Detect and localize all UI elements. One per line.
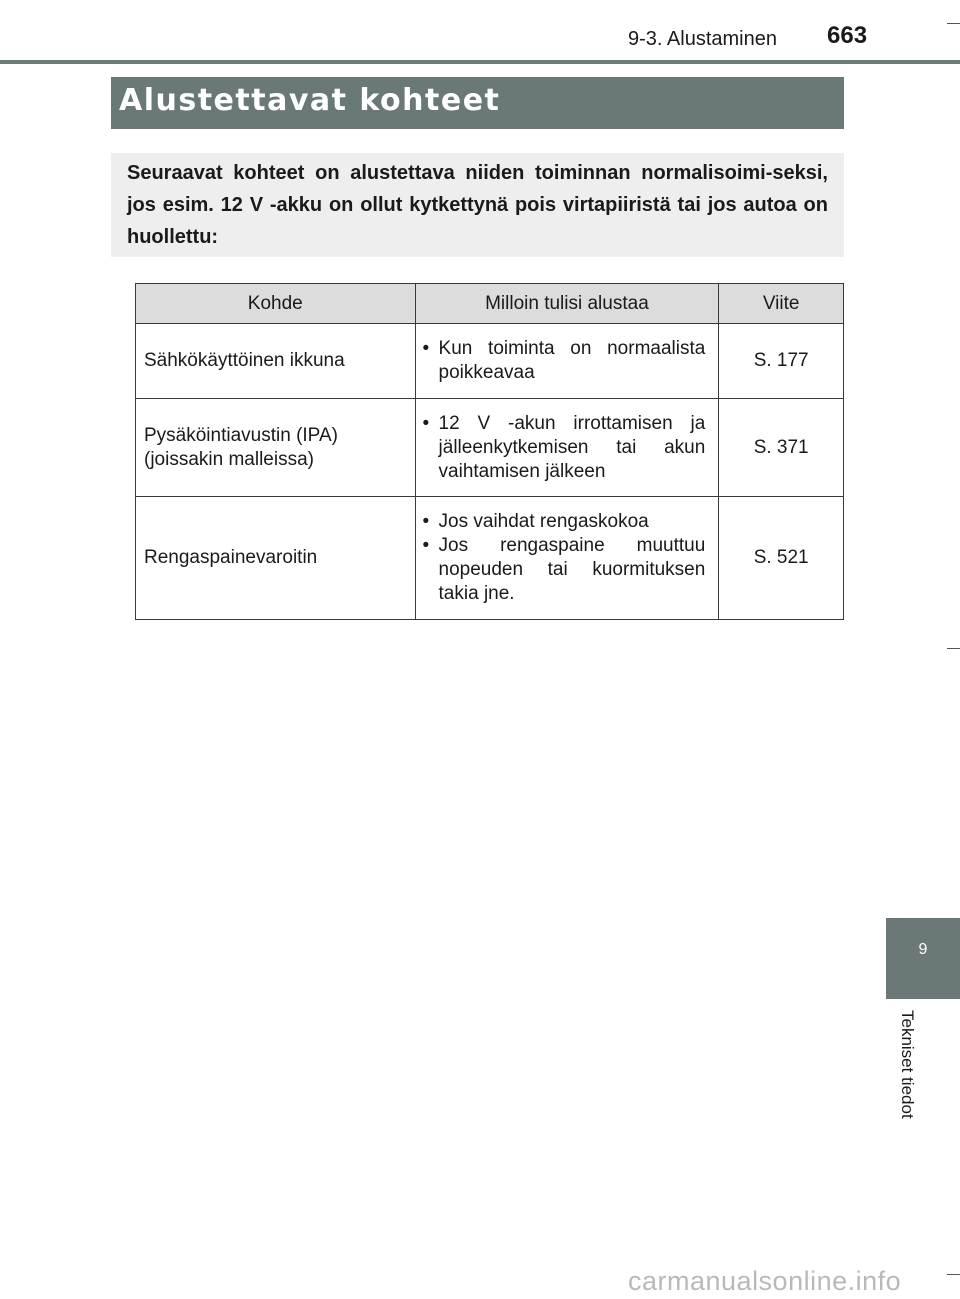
condition-item: • Kun toiminta on normaalista poikkeavaa [422,337,706,385]
table-row [136,497,844,620]
column-header-item: Kohde [136,284,416,324]
header-divider [0,60,960,64]
section-title: Alustettavat kohteet [111,77,844,129]
reference-cell: S. 521 [719,497,844,620]
when-cell [415,497,719,620]
table-header-row [136,284,844,324]
reference-cell: S. 177 [719,324,844,399]
item-cell: Pysäköintiavustin (IPA) (joissakin malleissa) [136,399,416,497]
crop-mark-bottom [947,1274,960,1275]
column-header-when: Milloin tulisi alustaa [415,284,719,324]
when-cell [415,399,719,497]
condition-item: • Jos vaihdat rengaskokoa [422,510,706,534]
table-row [136,324,844,399]
reset-items-table [135,283,844,620]
table-row [136,399,844,497]
item-cell: Sähkökäyttöinen ikkuna [136,324,416,399]
condition-list [422,337,706,385]
page-number: 663 [827,22,868,49]
intro-paragraph: Seuraavat kohteet on alustettava niiden toiminnan normalisoimi-seksi, jos esim. 12 V -akku on ollut kytkettynä pois virtapiiristä tai jos autoa on huollettu: [111,153,844,257]
condition-item: • 12 V -akun irrottamisen ja jälleenkytkemisen tai akun vaihtamisen jälkeen [422,412,706,484]
watermark: carmanualsonline.info [628,1266,902,1296]
condition-list [422,412,706,484]
condition-list [422,510,706,606]
chapter-tab-label: Tekniset tiedot [898,1010,917,1119]
reference-cell: S. 371 [719,399,844,497]
crop-mark-top [947,23,960,24]
chapter-heading: 9-3. Alustaminen [628,28,777,50]
crop-mark-middle [947,648,960,649]
when-cell [415,324,719,399]
condition-item: • Jos rengaspaine muuttuu nopeuden tai kuormituksen takia jne. [422,534,706,606]
chapter-tab: 9 [886,918,960,999]
item-cell: Rengaspainevaroitin [136,497,416,620]
column-header-reference: Viite [719,284,844,324]
